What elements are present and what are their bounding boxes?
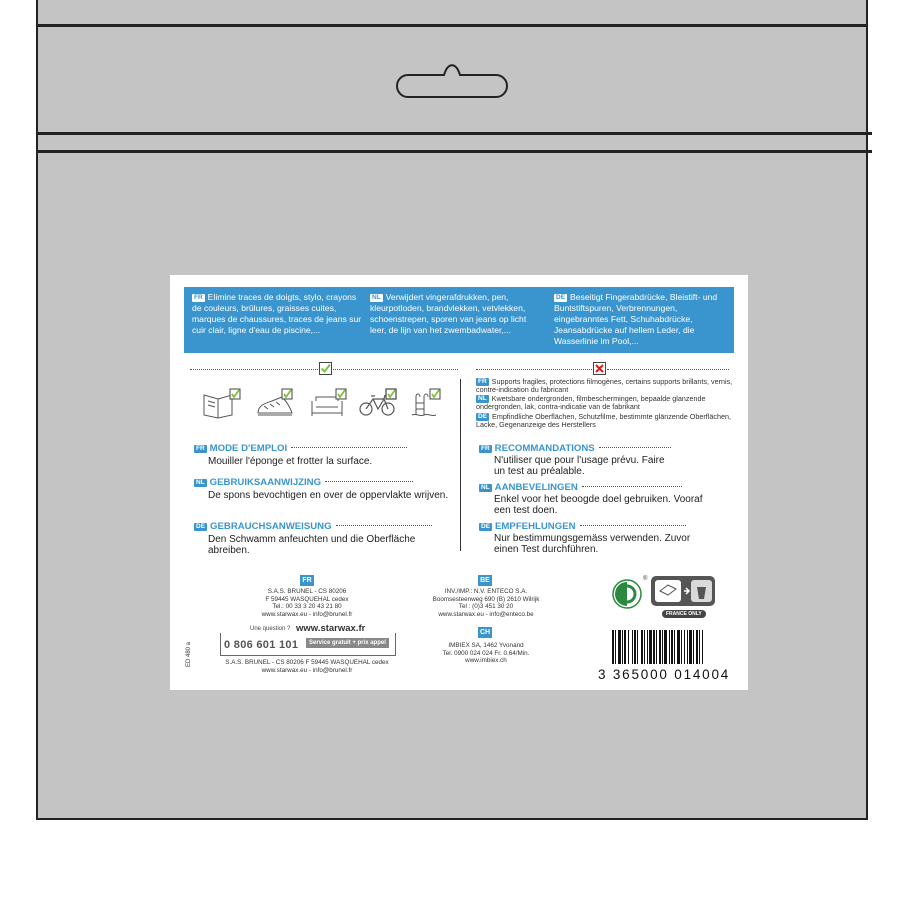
barcode-bar bbox=[618, 630, 621, 664]
top-seam-line bbox=[36, 24, 868, 27]
address-line: www.starwax.eu - info@enteco.be bbox=[438, 610, 534, 618]
barcode-bar bbox=[656, 630, 657, 664]
website-link[interactable]: www.starwax.fr bbox=[296, 623, 366, 634]
column-divider bbox=[460, 379, 461, 551]
barcode-bar bbox=[689, 630, 692, 664]
sofa-icon bbox=[312, 389, 346, 416]
usage-nl-heading bbox=[194, 477, 413, 488]
barcode-bar bbox=[647, 630, 648, 664]
address-line: F 59445 WASQUEHAL cedex bbox=[265, 595, 349, 603]
address-line: Tel : (0)3 451 30 20 bbox=[458, 603, 514, 611]
header-seam-line-1 bbox=[36, 132, 872, 135]
divider bbox=[190, 369, 318, 370]
lang-tag: FR bbox=[196, 445, 205, 452]
barcode-bar bbox=[674, 630, 675, 664]
barcode-digits: 3 365000 014004 bbox=[598, 667, 731, 682]
barcode-bar bbox=[671, 630, 673, 664]
barcode-bar bbox=[677, 630, 680, 664]
lang-tag: NL bbox=[372, 294, 381, 301]
intro-text: Beseitigt Fingerabdrücke, Bleistift- und Buntstiftspuren, Verbrennungen, eingebranntes Fett, Schuhabdrücke, Jeansabdrücke auf hellem Leder, die Wasserlinie im Pool,... bbox=[554, 292, 718, 346]
not-for-nl bbox=[476, 395, 736, 412]
reco-de-heading bbox=[479, 521, 686, 532]
flag-fr: FR bbox=[300, 575, 314, 586]
reco-de-text: Nur bestimmungsgemäss verwenden. Zuvor einen Test durchführen. bbox=[494, 533, 691, 555]
header-seam-line-2 bbox=[36, 150, 872, 153]
lang-tag: FR bbox=[481, 445, 490, 452]
barcode-bar bbox=[644, 630, 645, 664]
lang-tag: NL bbox=[478, 395, 487, 402]
intro-text: Elimine traces de doigts, stylo, crayons de couleurs, brûlures, graisses cuites, marques de chaussures, traces de jeans sur cuir clair, ligne d'eau de piscine,... bbox=[192, 292, 362, 335]
not-for-text: Supports fragiles, protections filmogènes, certains supports brillants, vernis, contre-indication du fabricant bbox=[476, 377, 733, 395]
barcode-bar bbox=[664, 630, 667, 664]
side-code: ED 480 a bbox=[186, 641, 192, 667]
not-for-text: Kwetsbare ondergronden, filmbeschermingen, bepaalde glanzende ondergronden, lak, contra-indicatie van de fabrikant bbox=[476, 394, 706, 412]
intro-text: Verwijdert vingerafdrukken, pen, kleurpotloden, brandvlekken, vetvlekken, schoenstrepen, sporen van jeans op licht leer, de lijn van het zwembadwater,... bbox=[370, 292, 527, 335]
barcode-bar bbox=[662, 630, 663, 664]
reco-nl-heading bbox=[479, 482, 682, 493]
address-line: S.A.S. BRUNEL - CS 80206 bbox=[267, 588, 347, 595]
barcode-bar bbox=[641, 630, 643, 664]
address-line: S.A.S. BRUNEL - CS 80206 F 59445 WASQUEHAL cedex bbox=[225, 659, 389, 666]
phone-number[interactable]: 0 806 601 101 bbox=[224, 639, 299, 651]
lang-tag: NL bbox=[481, 484, 490, 491]
lang-tag: FR bbox=[194, 294, 203, 301]
usage-de-text: Den Schwamm anfeuchten und die Oberfläche abreiben. bbox=[208, 534, 416, 556]
not-for-text: Empfindliche Oberflächen, Schutzfilme, bestimmte glänzende Oberflächen, Lacke, Gegenanzeige des Herstellers bbox=[476, 412, 731, 430]
hang-hole-icon bbox=[394, 62, 510, 98]
barcode-bar bbox=[649, 630, 652, 664]
address-line: www.imbiex.ch bbox=[465, 657, 507, 665]
flag-be: BE bbox=[478, 575, 492, 586]
heading-text: RECOMMANDATIONS bbox=[494, 443, 595, 454]
address-line: Boomsesteenweg 690 (B) 2610 Wilrijk bbox=[432, 595, 540, 603]
barcode-bar bbox=[696, 630, 698, 664]
shoe-icon bbox=[258, 389, 292, 415]
heading-text: GEBRUIKSAANWIJZING bbox=[209, 477, 322, 488]
divider bbox=[607, 369, 729, 370]
barcode-bar bbox=[699, 630, 700, 664]
barcode-bar bbox=[702, 630, 703, 664]
barcode-bar bbox=[669, 630, 670, 664]
france-only-badge: FRANCE ONLY bbox=[662, 610, 706, 618]
not-for-fr bbox=[476, 378, 736, 395]
address-line: www.starwax.eu - info@brunel.fr bbox=[261, 610, 353, 618]
heading-text: MODE D'EMPLOI bbox=[209, 443, 288, 454]
triman-sorting-icon bbox=[650, 575, 716, 607]
barcode-bar bbox=[622, 630, 623, 664]
lang-tag: DE bbox=[481, 523, 491, 530]
barcode-bar bbox=[624, 630, 626, 664]
pool-ladder-icon bbox=[412, 389, 440, 416]
lang-tag: DE bbox=[196, 523, 206, 530]
usage-fr-heading bbox=[194, 443, 407, 454]
barcode-bar bbox=[684, 630, 685, 664]
barcode-bar bbox=[687, 630, 688, 664]
address-line: Tel.: 00 33 3 20 43 21 80 bbox=[272, 603, 342, 611]
barcode-bar bbox=[693, 630, 694, 664]
wall-icon bbox=[204, 389, 240, 418]
barcode-bar bbox=[659, 630, 661, 664]
lang-tag: DE bbox=[478, 413, 488, 420]
address-line: IMBIEX SA, 1462 Yvonand bbox=[448, 642, 524, 649]
lang-tag: NL bbox=[196, 479, 205, 486]
heading-text: EMPFEHLUNGEN bbox=[495, 521, 576, 532]
divider bbox=[476, 369, 592, 370]
reco-nl-text: Enkel voor het beoogde doel gebruiken. Vooraf een test doen. bbox=[494, 494, 703, 516]
usage-de-heading bbox=[194, 521, 432, 532]
product-label bbox=[170, 275, 748, 690]
barcode-bar bbox=[628, 630, 629, 664]
service-badge: Service gratuit + prix appel bbox=[306, 638, 389, 648]
barcode-bar bbox=[681, 630, 682, 664]
suitable-surfaces bbox=[202, 387, 442, 424]
intro-de bbox=[554, 292, 730, 347]
flag-ch: CH bbox=[479, 629, 491, 636]
contact-ch bbox=[410, 642, 562, 665]
heading-text: AANBEVELINGEN bbox=[494, 482, 578, 493]
lang-tag: FR bbox=[478, 378, 487, 385]
green-dot-icon bbox=[612, 579, 642, 609]
intro-nl bbox=[370, 292, 540, 336]
contact-be bbox=[410, 588, 562, 618]
registered-mark-icon: ® bbox=[643, 576, 648, 582]
reco-fr-text: N'utiliser que pour l'usage prévu. Faire un test au préalable. bbox=[494, 455, 665, 477]
bicycle-icon bbox=[360, 389, 396, 415]
barcode-bar bbox=[612, 630, 614, 664]
divider bbox=[333, 369, 458, 370]
question-label: Une question ? bbox=[250, 626, 291, 632]
lang-tag: DE bbox=[556, 294, 566, 301]
address-line: INV./IMP.: N.V. ENTECO S.A. bbox=[444, 588, 528, 595]
cross-box-icon bbox=[593, 362, 606, 375]
heading-text: GEBRAUCHSANWEISUNG bbox=[210, 521, 332, 532]
barcode-bar bbox=[634, 630, 636, 664]
address-line: www.starwax.eu - info@brunel.fr bbox=[261, 666, 353, 674]
phone-footer bbox=[210, 659, 404, 674]
reco-fr-heading bbox=[479, 443, 671, 454]
usage-nl-text: De spons bevochtigen en over de oppervlakte wrijven. bbox=[208, 490, 449, 501]
intro-fr bbox=[192, 292, 364, 336]
check-box-icon bbox=[319, 362, 332, 375]
not-for-de bbox=[476, 413, 736, 430]
barcode-bar bbox=[637, 630, 638, 664]
contact-fr bbox=[230, 588, 384, 618]
barcode-bar bbox=[653, 630, 655, 664]
barcode-bar bbox=[615, 630, 616, 664]
intro-band bbox=[184, 287, 734, 353]
barcode-bar bbox=[632, 630, 633, 664]
usage-fr-text: Mouiller l'éponge et frotter la surface. bbox=[208, 456, 373, 467]
address-line: Tel. 0900 024 024 Fr. 0.64/Min. bbox=[442, 649, 530, 657]
